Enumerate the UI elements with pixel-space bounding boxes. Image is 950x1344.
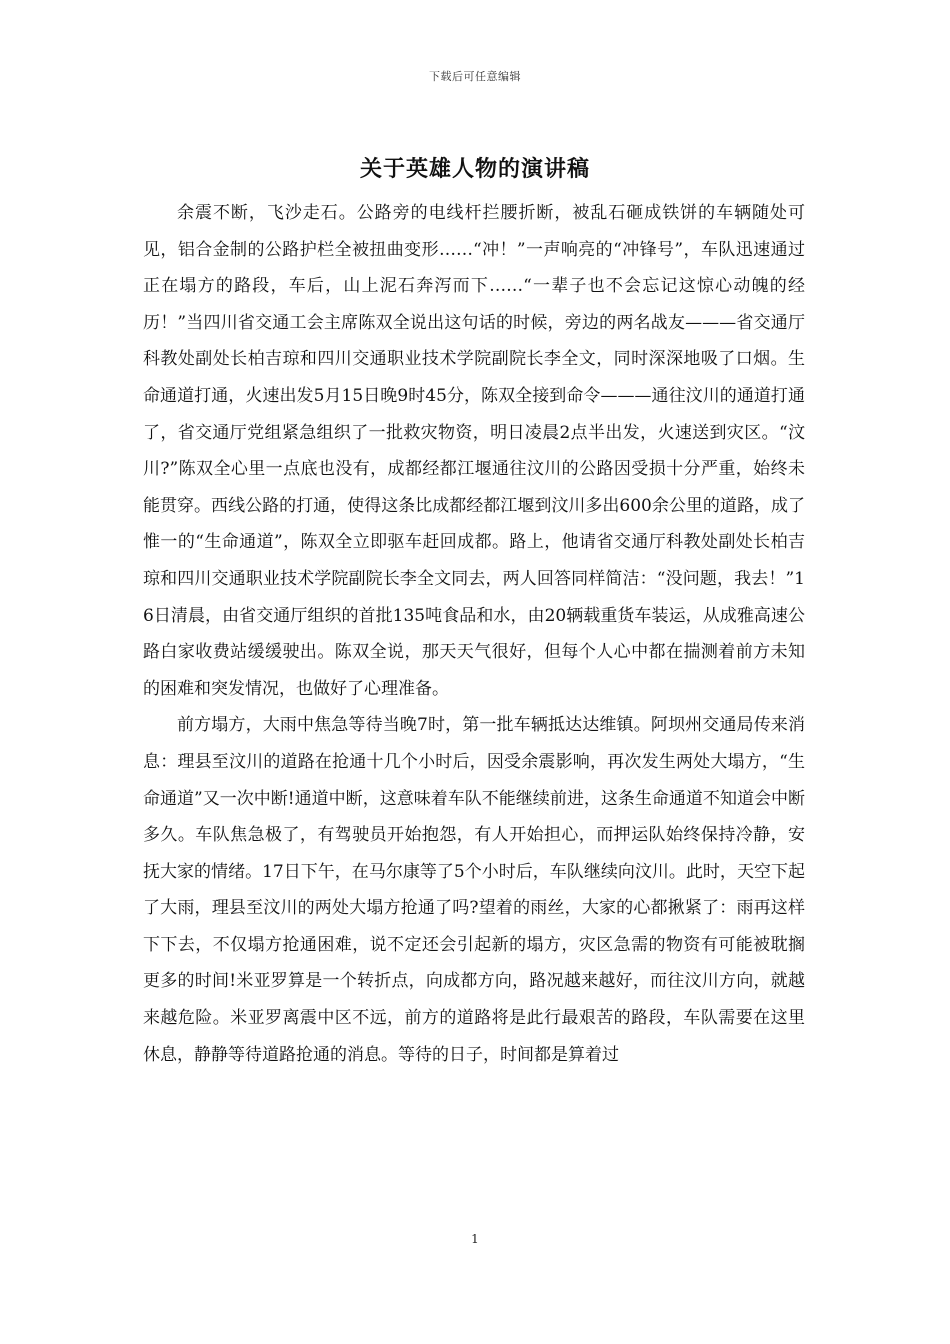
document-title: 关于英雄人物的演讲稿	[359, 156, 590, 182]
document-body	[143, 195, 805, 1073]
paragraph-2: 前方塌方，大雨中焦急等待当晚7时，第一批车辆抵达达维镇。阿坝州交通局传来消息：理县至汶川的道路在抢通十几个小时后，因受余震影响，再次发生两处大塌方，“生命通道”又一次中断!通道中断，这意味着车队不能继续前进，这条生命通道不知道会中断多久。车队焦急极了，有驾驶员开始抱怨，有人开始担心，而押运队始终保持冷静，安抚大家的情绪。17日下午，在马尔康等了5个小时后，车队继续向汶川。此时，天空下起了大雨，理县至汶川的两处大塌方抢通了吗?望着的雨丝，大家的心都揪紧了：雨再这样下下去，不仅塌方抢通困难，说不定还会引起新的塌方，灾区急需的物资有可能被耽搁更多的时间!米亚罗算是一个转折点，向成都方向，路况越来越好，而往汶川方向，就越来越危险。米亚罗离震中区不远，前方的道路将是此行最艰苦的路段，车队需要在这里休息，静静等待道路抢通的消息。等待的日子，时间都是算着过	[143, 715, 805, 1065]
paragraph-1: 余震不断，飞沙走石。公路旁的电线杆拦腰折断，被乱石砸成铁饼的车辆随处可见，铝合金制的公路护栏全被扭曲变形……“冲！”一声响亮的“冲锋号”，车队迅速通过正在塌方的路段，车后，山上泥石奔泻而下……“一辈子也不会忘记这惊心动魄的经历！”当四川省交通工会主席陈双全说出这句话的时候，旁边的两名战友———省交通厅科教处副处长柏吉琼和四川交通职业技术学院副院长李全文，同时深深地吸了口烟。生命通道打通，火速出发5月15日晚9时45分，陈双全接到命令———通往汶川的通道打通了，省交通厅党组紧急组织了一批救灾物资，明日凌晨2点半出发，火速送到灾区。“汶川?”陈双全心里一点底也没有，成都经都江堰通往汶川的公路因受损十分严重，始终未能贯穿。西线公路的打通，使得这条比成都经都江堰到汶川多出600余公里的道路，成了惟一的“生命通道”，陈双全立即驱车赶回成都。路上，他请省交通厅科教处副处长柏吉琼和四川交通职业技术学院副院长李全文同去，两人回答同样简洁：“没问题，我去！”16日清晨，由省交通厅组织的首批135吨食品和水，由20辆载重货车装运，从成雅高速公路白家收费站缓缓驶出。陈双全说，那天天气很好，但每个人心中都在揣测着前方未知的困难和突发情况，也做好了心理准备。	[143, 203, 805, 699]
page-number: 1	[471, 1232, 479, 1246]
page-header: 下载后可任意编辑	[429, 70, 521, 83]
